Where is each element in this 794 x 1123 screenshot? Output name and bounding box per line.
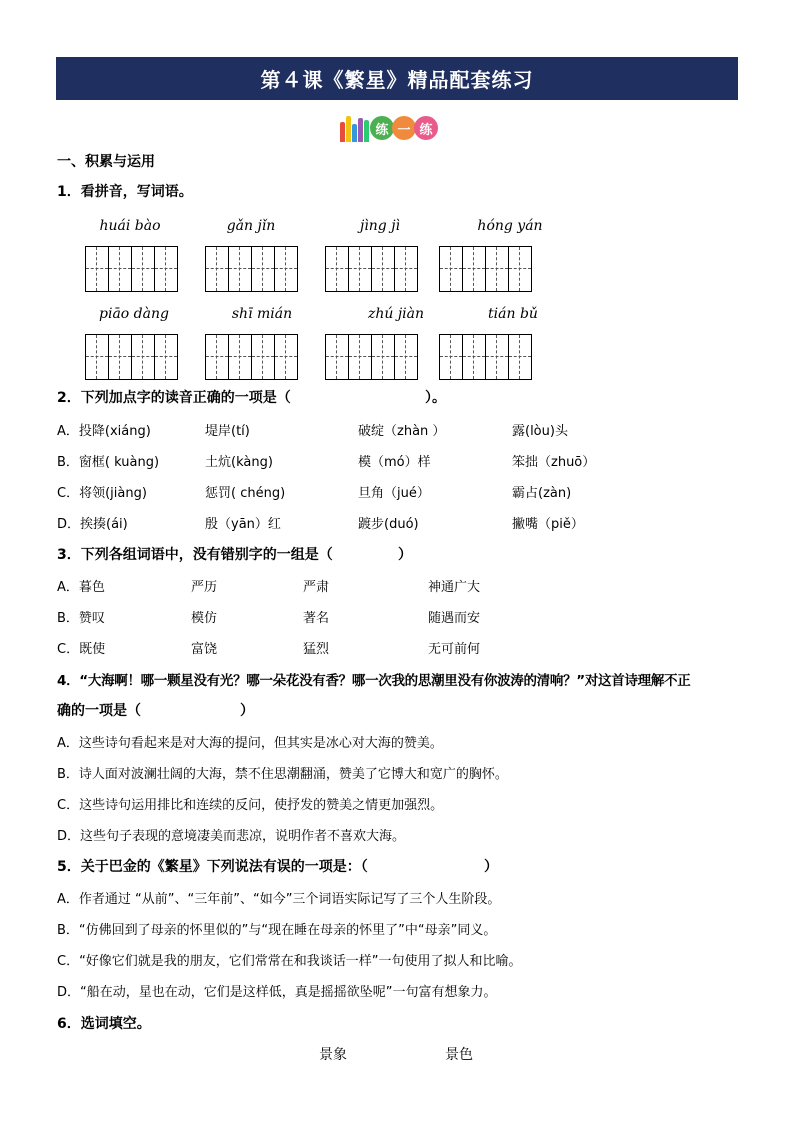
option: D．挨揍(ái) (57, 517, 128, 532)
option: C．既使 (57, 642, 106, 657)
pinyin: huái bào (99, 218, 161, 234)
question-3-end: ） (398, 547, 412, 563)
option: 富饶 (191, 642, 218, 657)
option: 堤岸(tí) (205, 424, 250, 439)
option: 土炕(kàng) (205, 455, 273, 470)
option: C．“好像它们就是我的朋友，它们常常在和我谈话一样”一句使用了拟人和比喻。 (57, 954, 522, 969)
badge-char-2: 一 (392, 116, 416, 140)
badge-char-1: 练 (370, 116, 394, 140)
question-4-line2: 确的一项是（ (57, 703, 141, 719)
option: 笨拙（zhuō） (512, 455, 596, 470)
option: B．诗人面对波澜壮阔的大海，禁不住思潮翻涌，赞美了它博大和宽广的胸怀。 (57, 767, 508, 782)
option: 破绽（zhàn ） (358, 424, 446, 439)
writing-grid[interactable] (439, 246, 531, 292)
pinyin: hóng yán (477, 218, 543, 234)
writing-grid[interactable] (85, 334, 177, 380)
pinyin: gǎn jǐn (226, 218, 276, 234)
practice-badge (340, 113, 438, 143)
pinyin: zhú jiàn (367, 306, 425, 322)
option: 惩罚( chéng) (205, 486, 286, 501)
option: B．赞叹 (57, 611, 105, 626)
option: C．将领(jiàng) (57, 486, 147, 501)
writing-grid[interactable] (439, 334, 531, 380)
page-title: 第４课《繁星》精品配套练习 (56, 57, 738, 100)
option: A．暮色 (57, 580, 105, 595)
pinyin: jìng jì (359, 218, 401, 234)
badge-char-3: 练 (414, 116, 438, 140)
pinyin: shī mián (231, 306, 293, 322)
writing-grid[interactable] (325, 246, 417, 292)
question-6: 6．选词填空。 (57, 1016, 151, 1032)
option: 严肃 (303, 580, 330, 595)
option: D．这些句子表现的意境凄美而悲凉，说明作者不喜欢大海。 (57, 829, 406, 844)
option: 无可前何 (428, 642, 481, 657)
option: 霸占(zàn) (512, 486, 572, 501)
option: B．窗框( kuàng) (57, 455, 160, 470)
option: 模（mó）样 (358, 455, 431, 470)
option: 模仿 (191, 611, 218, 626)
pinyin: tián bǔ (488, 306, 538, 322)
writing-grid[interactable] (205, 334, 297, 380)
option: 神通广大 (428, 580, 481, 595)
houses-icon (340, 114, 370, 142)
option: D．“船在动，星也在动，它们是这样低，真是摇摇欲坠呢”一句富有想象力。 (57, 985, 497, 1000)
option: 踱步(duó) (358, 517, 419, 532)
question-5-end: ） (484, 859, 498, 875)
question-2-end: ）。 (425, 390, 446, 406)
question-4: 4．“大海啊！哪一颗星没有光？哪一朵花没有香？哪一次我的思潮里没有你波涛的清响？”对这首诗理解不正 (57, 673, 691, 689)
option: 随遇而安 (428, 611, 481, 626)
option: 露(lòu)头 (512, 424, 568, 439)
question-3: 3．下列各组词语中，没有错别字的一组是（ (57, 547, 333, 563)
option: 殷（yān）红 (205, 517, 281, 532)
option: A．投降(xiáng) (57, 424, 151, 439)
pinyin: piāo dàng (99, 306, 169, 322)
word-choice: 景色 (445, 1047, 473, 1063)
writing-grid[interactable] (85, 246, 177, 292)
option: 旦角（jué） (358, 486, 430, 501)
option: A．这些诗句看起来是对大海的提问，但其实是冰心对大海的赞美。 (57, 736, 443, 751)
option: 猛烈 (303, 642, 330, 657)
option: 著名 (303, 611, 330, 626)
option: 撇嘴（piě） (512, 517, 584, 532)
option: 严历 (191, 580, 218, 595)
section-heading: 一、积累与运用 (57, 154, 155, 170)
option: B．“仿佛回到了母亲的怀里似的”与“现在睡在母亲的怀里了”中“母亲”同义。 (57, 923, 497, 938)
option: A．作者通过 “从前”、“三年前”、“如今”三个词语实际记写了三个人生阶段。 (57, 892, 501, 907)
question-1: 1．看拼音，写词语。 (57, 184, 193, 200)
question-2: 2．下列加点字的读音正确的一项是（ (57, 390, 291, 406)
question-4-end: ） (240, 703, 254, 719)
question-5: 5．关于巴金的《繁星》下列说法有误的一项是：（ (57, 859, 368, 875)
option: C．这些诗句运用排比和连续的反问，使抒发的赞美之情更加强烈。 (57, 798, 444, 813)
word-choice: 景象 (319, 1047, 347, 1063)
writing-grid[interactable] (325, 334, 417, 380)
writing-grid[interactable] (205, 246, 297, 292)
